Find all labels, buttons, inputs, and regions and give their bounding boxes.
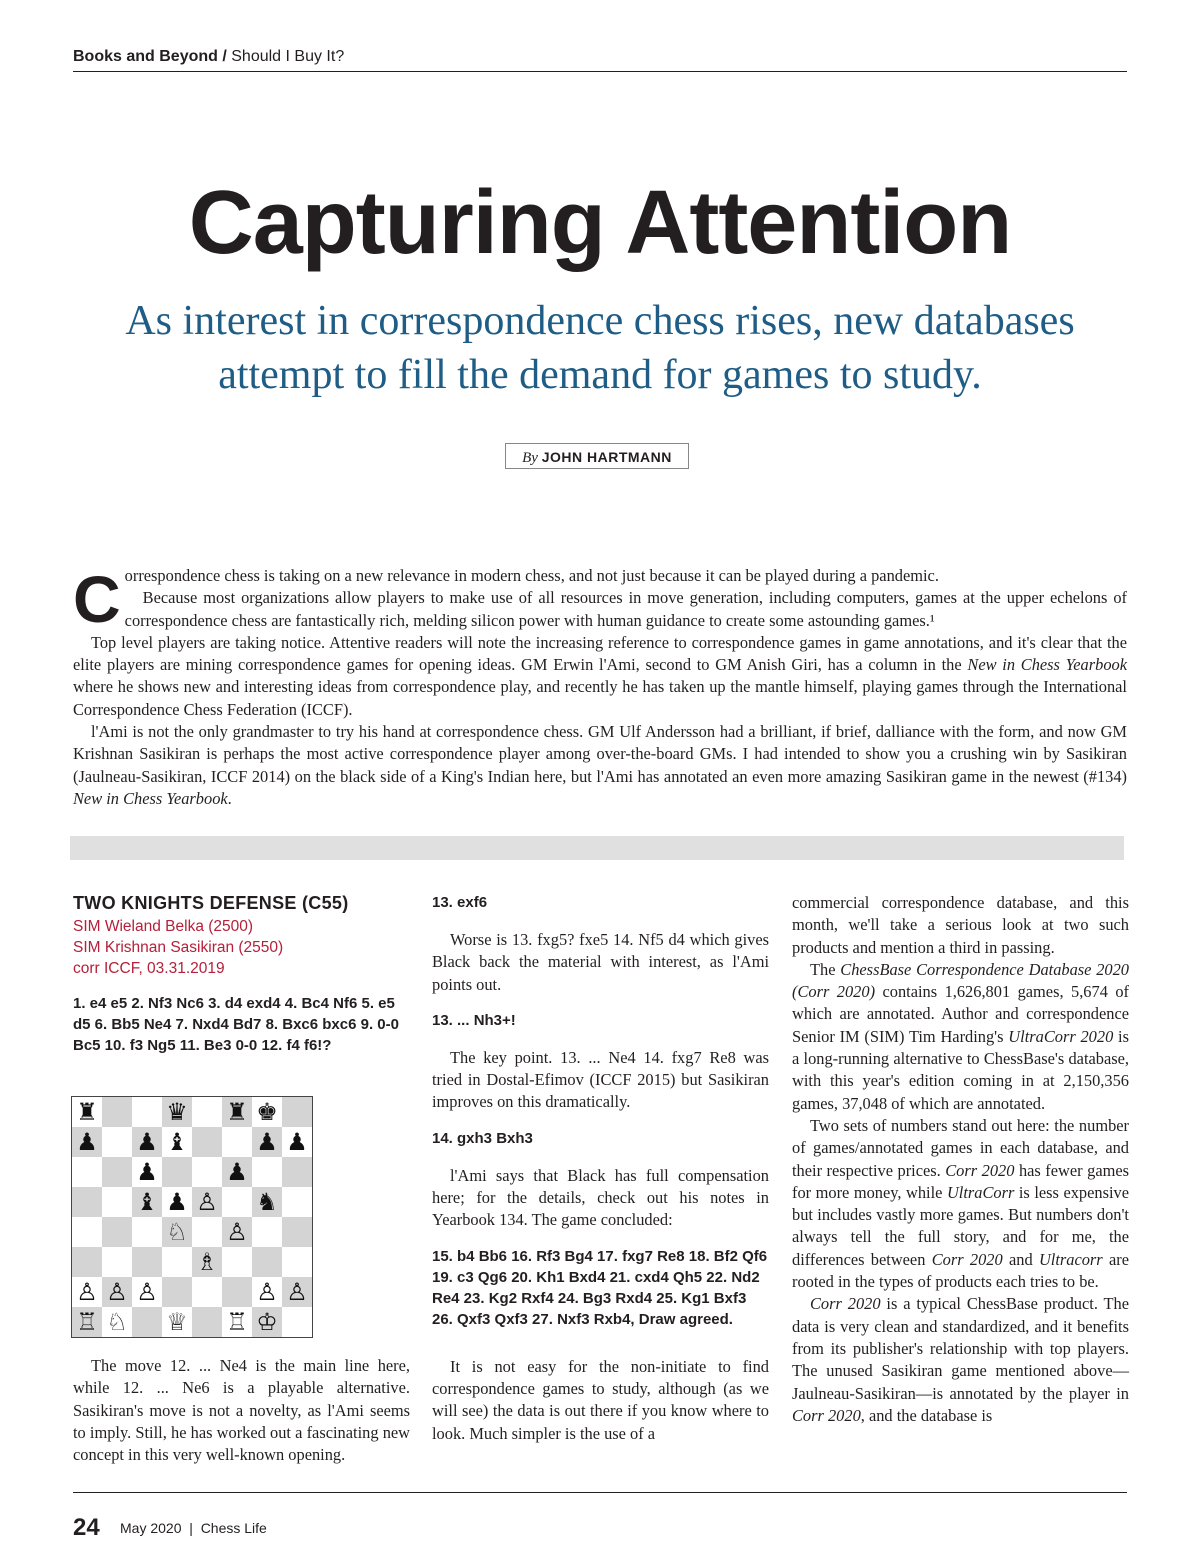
square-b1: ♘: [102, 1307, 132, 1337]
square-d2: [162, 1277, 192, 1307]
commentary-paragraph: The key point. 13. ... Ne4 14. fxg7 Re8 was tried in Dostal-Efimov (ICCF 2015) but Sasikiran improves on this dramatically.: [432, 1047, 769, 1112]
footer-divider: |: [189, 1520, 193, 1536]
game-event: corr ICCF, 03.31.2019: [73, 960, 225, 978]
square-h1: [282, 1307, 312, 1337]
commentary-paragraph: l'Ami says that Black has full compensation here; for the details, check out his notes in Yearbook 134. The game concluded:: [432, 1165, 769, 1230]
square-h8: [282, 1097, 312, 1127]
square-e2: [192, 1277, 222, 1307]
text-run: Top level players are taking notice. Attentive readers will note the increasing reference to correspondence games in game annotations, and it's clear that the elite players are mining correspondence games for opening ideas. GM Erwin l'Ami, second to GM Anish Giri, has a column in the: [73, 632, 1127, 675]
product-name: Corr 2020: [792, 1405, 861, 1425]
square-f8: ♜: [222, 1097, 252, 1127]
square-f7: [222, 1127, 252, 1157]
square-d6: [162, 1157, 192, 1187]
text-run: is a long-running alternative to ChessBase's database, with this year's edition coming in at 2,150,356 games, 37,048 of which are annotated.: [792, 1026, 1129, 1113]
column-1-commentary: [73, 1355, 410, 1466]
text-run: contains 1,626,801 games, 5,674 of which are annotated. Author and correspondence Senior IM (SIM) Tim Harding's: [792, 982, 1129, 1046]
subsection-name: Should I Buy It?: [231, 48, 345, 65]
square-d8: ♛: [162, 1097, 192, 1127]
byline-author: JOHN HARTMANN: [541, 449, 672, 465]
text-run: is a typical ChessBase product. The data is very clean and standardized, and it benefits from its publisher's relationship with top players. The unused Sasikiran game mentioned above—Jaulneau-Sasikiran—is annotated by the player in: [792, 1294, 1129, 1403]
running-header: [73, 48, 1127, 66]
square-g8: ♚: [252, 1097, 282, 1127]
square-c3: [132, 1247, 162, 1277]
intro-paragraph-1: orrespondence chess is taking on a new relevance in modern chess, and not just because it can be played during a pandemic.: [124, 566, 939, 585]
square-a5: [72, 1187, 102, 1217]
section-divider-bar: [70, 836, 1124, 860]
square-h4: [282, 1217, 312, 1247]
square-g3: [252, 1247, 282, 1277]
move-heading: 13. exf6: [432, 894, 488, 911]
commentary-paragraph: It is not easy for the non-initiate to find correspondence games to study, although (as we will see) the data is out there if you know where to look. Much simpler is the use of a: [432, 1356, 769, 1443]
square-d7: ♝: [162, 1127, 192, 1157]
square-a8: ♜: [72, 1097, 102, 1127]
intro-paragraph-2: Because most organizations allow players to make use of all resources in move generation, including computers, games at the upper echelons of correspondence chess are fantastically rich, melding silicon power with human guidance to create some astounding games.¹: [124, 588, 1127, 630]
text-run: , and the database is: [860, 1405, 993, 1425]
footer-rule: [73, 1492, 1127, 1493]
square-g2: ♙: [252, 1277, 282, 1307]
product-name: Ultracorr: [1038, 1249, 1103, 1269]
square-a2: ♙: [72, 1277, 102, 1307]
black-player: SIM Krishnan Sasikiran (2550): [73, 939, 284, 957]
square-f4: ♙: [222, 1217, 252, 1247]
square-c1: [132, 1307, 162, 1337]
product-name: Corr 2020: [810, 1294, 881, 1314]
square-b6: [102, 1157, 132, 1187]
square-a4: [72, 1217, 102, 1247]
move-heading: 13. ... Nh3+!: [432, 1011, 516, 1029]
concluding-moves: 15. b4 Bb6 16. Rf3 Bg4 17. fxg7 Re8 18. Bf2 Qf6 19. c3 Qg6 20. Kh1 Bxd4 21. cxd4 Qh5 22. Nd2 Re4 23. Kg2 Rxf4 24. Bg3 Rxd4 25. Kg1 Bxf3 26. Qxf3 Qxf3 27. Nxf3 Rxb4, Draw agreed.: [432, 1247, 768, 1328]
square-f6: ♟: [222, 1157, 252, 1187]
product-name: Corr 2020: [931, 1249, 1003, 1269]
square-c2: ♙: [132, 1277, 162, 1307]
product-name: ChessBase Correspondence Database 2020 (Corr 2020): [792, 959, 1129, 1002]
square-g6: [252, 1157, 282, 1187]
chess-board: [71, 1096, 313, 1338]
text-run: are rooted in the types of products each tries to be.: [792, 1249, 1129, 1292]
text-run: and: [1002, 1249, 1039, 1269]
footer-issue-info: [120, 1520, 267, 1536]
square-g5: ♞: [252, 1187, 282, 1217]
body-paragraph: [792, 1115, 1129, 1293]
commentary-paragraph: Worse is 13. fxg5? fxe5 14. Nf5 d4 which gives Black back the material with interest, as l'Ami points out.: [432, 930, 769, 994]
square-a7: ♟: [72, 1127, 102, 1157]
square-g4: [252, 1217, 282, 1247]
publication-title: New in Chess Yearbook: [73, 788, 228, 808]
square-f1: ♖: [222, 1307, 252, 1337]
square-b5: [102, 1187, 132, 1217]
square-h7: ♟: [282, 1127, 312, 1157]
square-e1: [192, 1307, 222, 1337]
drop-cap: C: [73, 562, 121, 636]
move-heading: 14. gxh3 Bxh3: [432, 1129, 533, 1147]
text-run: is less expensive but includes vastly more games. But numbers don't always tell the full story, and for me, the differences between: [792, 1182, 1129, 1269]
text-run: .: [227, 788, 232, 808]
square-c8: [132, 1097, 162, 1127]
article-subtitle: As interest in correspondence chess rises, new databases attempt to fill the demand for games to study.: [125, 298, 1075, 398]
square-d4: ♘: [162, 1217, 192, 1247]
intro-paragraph-3: [73, 632, 1127, 721]
square-h3: [282, 1247, 312, 1277]
body-paragraph: [792, 1293, 1129, 1427]
text-run: Two sets of numbers stand out here: the number of games/annotated games in each database, and their respective prices.: [792, 1115, 1129, 1180]
text-run: where he shows new and interesting ideas from correspondence play, and recently he has taken up the mantle himself, playing games through the International Correspondence Chess Federation (ICCF).: [73, 677, 1127, 719]
product-name: Corr 2020: [945, 1160, 1015, 1180]
square-f5: [222, 1187, 252, 1217]
square-d5: ♟: [162, 1187, 192, 1217]
square-a3: [72, 1247, 102, 1277]
square-g1: ♔: [252, 1307, 282, 1337]
white-player: SIM Wieland Belka (2500): [73, 918, 254, 936]
square-h6: [282, 1157, 312, 1187]
product-name: UltraCorr 2020: [1008, 1026, 1114, 1046]
header-rule: [73, 71, 1127, 72]
magazine-name: Chess Life: [200, 1520, 267, 1536]
square-c7: ♟: [132, 1127, 162, 1157]
square-c6: ♟: [132, 1157, 162, 1187]
header-separator: /: [217, 48, 232, 65]
column-3: [792, 892, 1129, 1427]
publication-title: New in Chess Yearbook: [967, 655, 1127, 675]
page-number: 24: [73, 1514, 100, 1541]
square-e5: ♙: [192, 1187, 222, 1217]
square-d1: ♕: [162, 1307, 192, 1337]
game-title: TWO KNIGHTS DEFENSE (C55): [73, 893, 349, 913]
square-b4: [102, 1217, 132, 1247]
opening-moves: 1. e4 e5 2. Nf3 Nc6 3. d4 exd4 4. Bc4 Nf6 5. e5 d5 6. Bb5 Ne4 7. Nxd4 Bd7 8. Bxc6 bxc6 9. 0-0 Bc5 10. f3 Ng5 11. Be3 0-0 12. f4 f6!?: [73, 995, 399, 1055]
square-a6: [72, 1157, 102, 1187]
byline-prefix: By: [522, 450, 538, 466]
byline: [505, 443, 689, 469]
square-e3: ♗: [192, 1247, 222, 1277]
square-d3: [162, 1247, 192, 1277]
text-run: l'Ami is not the only grandmaster to try his hand at correspondence chess. GM Ulf Andersson had a brilliant, if brief, dalliance with the form, and now GM Krishnan Sasikiran is perhaps the most active correspondence player among over-the-board GMs. I had intended to show you a crushing win by Sasikiran (Jaulneau-Sasikiran, ICCF 2014) on the black side of a King's Indian here, but l'Ami has annotated an even more amazing Sasikiran game in the newest (#134): [73, 722, 1127, 786]
square-h5: [282, 1187, 312, 1217]
square-b3: [102, 1247, 132, 1277]
commentary-paragraph: The move 12. ... Ne4 is the main line here, while 12. ... Ne6 is a playable alternative. Sasikiran's move is not a novelty, as l'Ami seems to imply. Still, he has worked out a fascinating new concept in this very well-known opening.: [73, 1356, 410, 1465]
intro-paragraph-4: [73, 721, 1127, 810]
square-e7: [192, 1127, 222, 1157]
section-name: Books and Beyond: [73, 48, 218, 65]
square-e6: [192, 1157, 222, 1187]
text-run: has fewer games for more money, while: [792, 1160, 1130, 1202]
intro-text: [73, 562, 1127, 810]
square-c4: [132, 1217, 162, 1247]
body-paragraph: [792, 959, 1129, 1115]
square-b7: [102, 1127, 132, 1157]
square-h2: ♙: [282, 1277, 312, 1307]
square-a1: ♖: [72, 1307, 102, 1337]
issue-date: May 2020: [120, 1520, 182, 1536]
square-e4: [192, 1217, 222, 1247]
text-run: The: [810, 959, 841, 979]
square-f2: [222, 1277, 252, 1307]
product-name: UltraCorr: [946, 1182, 1015, 1202]
column-1: [73, 892, 410, 1056]
square-e8: [192, 1097, 222, 1127]
article-title: Capturing Attention: [188, 173, 1012, 273]
square-g7: ♟: [252, 1127, 282, 1157]
body-paragraph: commercial correspondence database, and this month, we'll take a serious look at two such products and mention a third in passing.: [792, 893, 1129, 957]
square-f3: [222, 1247, 252, 1277]
column-2: [432, 892, 769, 1445]
square-b2: ♙: [102, 1277, 132, 1307]
square-c5: ♝: [132, 1187, 162, 1217]
square-b8: [102, 1097, 132, 1127]
